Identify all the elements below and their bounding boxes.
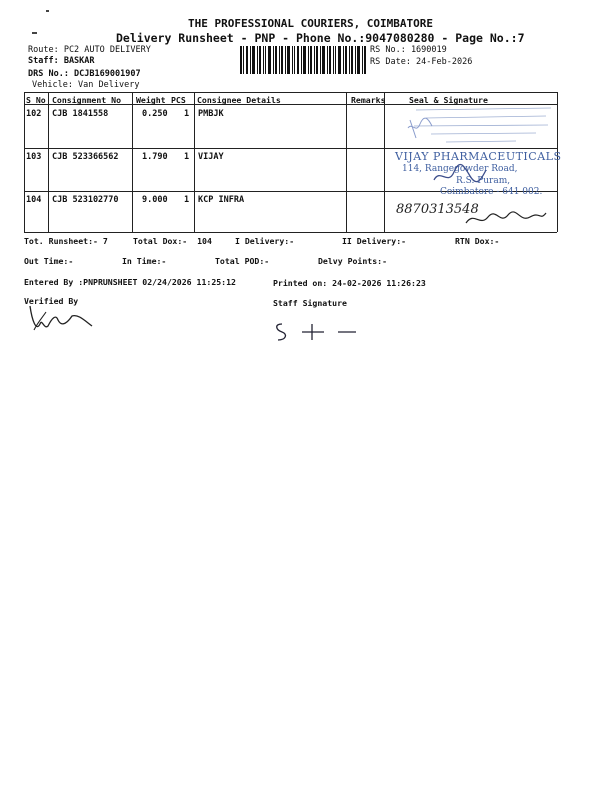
table-row-weight: 9.000: [142, 195, 168, 205]
i-delivery: I Delivery:-: [235, 236, 295, 246]
barcode-icon: [240, 46, 366, 74]
table-row-pcs: 1: [184, 152, 190, 162]
table-row-pcs: 1: [184, 109, 190, 119]
vehicle-text: Vehicle: Van Delivery: [32, 80, 140, 90]
table-row-consignee: PMBJK: [198, 109, 224, 119]
in-time: In Time:-: [122, 256, 167, 266]
table-row-sno: 104: [26, 195, 42, 205]
col-header-remarks: Remarks: [351, 95, 386, 105]
delvy-points: Delvy Points:-: [318, 256, 388, 266]
kcp-handwritten-phone: 8870313548: [396, 202, 479, 217]
col-header-pcs: PCS: [171, 95, 186, 105]
table-row-sno: 103: [26, 152, 42, 162]
col-header-consignment: Consignment No: [52, 95, 122, 105]
col-header-weight: Weight: [136, 95, 166, 105]
table-row-weight: 1.790: [142, 152, 168, 162]
company-title: THE PROFESSIONAL COURIERS, COIMBATORE: [188, 17, 434, 30]
vijay-stamp-address2: R.S. Puram,: [456, 176, 511, 186]
vijay-stamp-name: VIJAY PHARMACEUTICALS: [395, 150, 562, 163]
table-row-sno: 102: [26, 109, 42, 119]
col-header-consignee: Consignee Details: [197, 95, 281, 105]
tot-runsheet: Tot. Runsheet:- 7: [24, 236, 108, 246]
kcp-signature-icon: [460, 205, 550, 231]
staff-signature-icon: [272, 318, 362, 344]
col-header-sno: S No: [26, 95, 46, 105]
table-row-consignment: CJB 1841558: [52, 109, 109, 119]
staff-signature-label: Staff Signature: [273, 298, 347, 308]
route-text: Route: PC2 AUTO DELIVERY: [28, 45, 151, 55]
drs-text: DRS No.: DCJB169001907: [28, 69, 141, 79]
verified-signature-icon: [22, 300, 102, 340]
ii-delivery: II Delivery:-: [342, 236, 407, 246]
seal-stamp-row1: [386, 98, 556, 148]
total-pod: Total POD:-: [215, 256, 270, 266]
out-time: Out Time:-: [24, 256, 74, 266]
vijay-stamp-address3: Coimbatore - 641 002.: [440, 187, 543, 197]
rs-date-text: RS Date: 24-Feb-2026: [370, 57, 473, 67]
stray-mark: [46, 10, 49, 12]
printed-on: Printed on: 24-02-2026 11:26:23: [273, 278, 426, 288]
table-row-pcs: 1: [184, 195, 190, 205]
col-header-seal: Seal & Signature: [409, 95, 488, 105]
verified-by-label: Verified By: [24, 296, 79, 306]
table-row-consignment: CJB 523366562: [52, 152, 119, 162]
runsheet-subtitle: Delivery Runsheet - PNP - Phone No.:9047080280 - Page No.:7: [116, 31, 525, 45]
rtn-dox: RTN Dox:-: [455, 236, 500, 246]
table-row-consignee: KCP INFRA: [198, 195, 245, 205]
table-row-weight: 0.250: [142, 109, 168, 119]
total-dox: Total Dox:- 104: [133, 236, 212, 246]
entered-by: Entered By :PNPRUNSHEET 02/24/2026 11:25:12: [24, 277, 236, 287]
rs-no-text: RS No.: 1690019: [370, 45, 447, 55]
table-row-consignment: CJB 523102770: [52, 195, 119, 205]
table-row-consignee: VIJAY: [198, 152, 224, 162]
stray-mark: [32, 32, 37, 34]
seal-signature-icon: [430, 160, 490, 188]
vijay-stamp-address1: 114, Rangegowder Road,: [402, 164, 518, 174]
staff-text: Staff: BASKAR: [28, 56, 95, 66]
